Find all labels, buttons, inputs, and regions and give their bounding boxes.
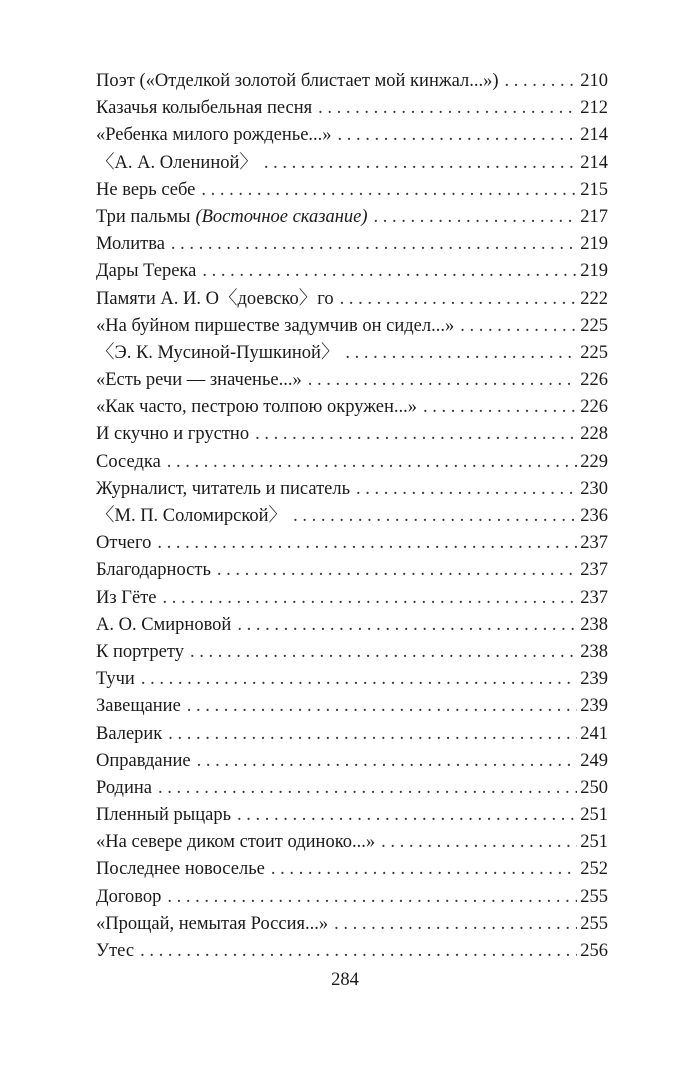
- entry-title: Тучи: [96, 669, 135, 690]
- entry-title: Родина: [96, 777, 152, 798]
- table-of-contents: [96, 68, 608, 965]
- entry-page-number: 228: [580, 424, 608, 445]
- entry-page-number: 212: [580, 98, 608, 119]
- toc-entry: [96, 449, 608, 476]
- entry-page-number: 255: [580, 913, 608, 934]
- entry-page-number: 217: [580, 206, 608, 227]
- entry-title: Договор: [96, 886, 162, 907]
- entry-title: Памяти А. И. О〈доевско〉го: [96, 288, 334, 309]
- entry-page-number: 249: [580, 750, 608, 771]
- entry-page-number: 229: [580, 451, 608, 472]
- toc-entry: [96, 286, 608, 313]
- entry-title: Молитва: [96, 234, 165, 255]
- dot-leader: [423, 394, 577, 421]
- toc-entry: [96, 748, 608, 775]
- entry-page-number: 219: [580, 261, 608, 282]
- entry-page-number: 238: [580, 641, 608, 662]
- entry-title: «На буйном пиршестве задумчив он сидел...»: [96, 315, 455, 336]
- entry-page-number: 252: [580, 859, 608, 880]
- toc-entry: [96, 557, 608, 584]
- dot-leader: [163, 585, 578, 612]
- dot-leader: [171, 231, 577, 258]
- toc-entry: [96, 911, 608, 938]
- toc-entry: [96, 503, 608, 530]
- dot-leader: [334, 911, 577, 938]
- entry-page-number: 230: [580, 478, 608, 499]
- entry-subtitle: (Восточное сказание): [195, 206, 368, 227]
- dot-leader: [141, 666, 577, 693]
- entry-title: Не верь себе: [96, 179, 196, 200]
- entry-page-number: 225: [580, 315, 608, 336]
- dot-leader: [202, 258, 577, 285]
- entry-page-number: 222: [580, 288, 608, 309]
- toc-entry: [96, 367, 608, 394]
- entry-title: К портрету: [96, 641, 184, 662]
- toc-entry: [96, 666, 608, 693]
- toc-entry: [96, 68, 608, 95]
- dot-leader: [140, 938, 577, 965]
- dot-leader: [187, 693, 577, 720]
- dot-leader: [167, 884, 577, 911]
- dot-leader: [217, 557, 577, 584]
- entry-title: 〈А. А. Олениной〉: [96, 152, 258, 173]
- entry-title: 〈М. П. Соломирской〉: [96, 506, 288, 526]
- dot-leader: [264, 150, 577, 177]
- entry-page-number: 251: [580, 832, 608, 853]
- page-number: 284: [331, 970, 359, 990]
- entry-title: «На севере диком стоит одиноко...»: [96, 832, 376, 853]
- dot-leader: [318, 95, 577, 122]
- entry-title: Из Гёте: [96, 587, 157, 608]
- dot-leader: [190, 639, 577, 666]
- entry-title: Поэт («Отделкой золотой блистает мой кинжал...»): [96, 71, 499, 91]
- entry-page-number: 210: [580, 71, 608, 91]
- entry-page-number: 214: [580, 152, 608, 173]
- entry-page-number: 238: [580, 614, 608, 635]
- entry-page-number: 256: [580, 941, 608, 961]
- dot-leader: [308, 367, 578, 394]
- toc-entry: [96, 476, 608, 503]
- entry-page-number: 225: [580, 342, 608, 363]
- toc-entry: [96, 721, 608, 748]
- toc-entry: [96, 340, 608, 367]
- entry-page-number: 226: [580, 370, 608, 391]
- entry-title: Казачья колыбельная песня: [96, 98, 313, 119]
- toc-entry: [96, 802, 608, 829]
- dot-leader: [237, 612, 577, 639]
- toc-entry: [96, 884, 608, 911]
- dot-leader: [255, 421, 577, 448]
- toc-entry: [96, 394, 608, 421]
- entry-title: Валерик: [96, 723, 163, 744]
- entry-page-number: 239: [580, 696, 608, 717]
- dot-leader: [168, 721, 577, 748]
- dot-leader: [460, 313, 577, 340]
- toc-entry: [96, 856, 608, 883]
- toc-entry: [96, 258, 608, 285]
- dot-leader: [167, 449, 577, 476]
- entry-title: Три пальмы: [96, 206, 191, 227]
- entry-page-number: 239: [580, 669, 608, 690]
- dot-leader: [356, 476, 577, 503]
- toc-entry: [96, 639, 608, 666]
- entry-title: «Есть речи — значенье...»: [96, 370, 302, 391]
- toc-entry: [96, 313, 608, 340]
- dot-leader: [505, 68, 578, 95]
- entry-title: Оправдание: [96, 750, 191, 771]
- entry-title: «Ребенка милого рожденье...»: [96, 125, 332, 146]
- dot-leader: [201, 177, 577, 204]
- entry-title: Благодарность: [96, 560, 211, 581]
- toc-entry: [96, 122, 608, 149]
- toc-entry: [96, 585, 608, 612]
- entry-title: «Прощай, немытая Россия...»: [96, 913, 329, 934]
- dot-leader: [381, 829, 577, 856]
- dot-leader: [345, 340, 577, 367]
- entry-page-number: 250: [580, 777, 608, 798]
- entry-page-number: 215: [580, 179, 608, 200]
- toc-entry: [96, 829, 608, 856]
- toc-entry: [96, 775, 608, 802]
- entry-title: И скучно и грустно: [96, 424, 250, 445]
- entry-page-number: 214: [580, 125, 608, 146]
- toc-entry: [96, 421, 608, 448]
- toc-entry: [96, 693, 608, 720]
- entry-page-number: 255: [580, 886, 608, 907]
- dot-leader: [374, 204, 578, 231]
- entry-page-number: 251: [580, 805, 608, 826]
- entry-page-number: 237: [580, 560, 608, 581]
- entry-page-number: 237: [580, 533, 608, 554]
- entry-title: 〈Э. К. Мусиной-Пушкиной〉: [96, 342, 340, 363]
- toc-entry: [96, 938, 608, 965]
- toc-entry: [96, 177, 608, 204]
- toc-entry: [96, 231, 608, 258]
- entry-title: Утес: [96, 941, 135, 961]
- entry-title: Завещание: [96, 696, 181, 717]
- entry-title: Дары Терека: [96, 261, 197, 282]
- entry-page-number: 237: [580, 587, 608, 608]
- dot-leader: [293, 503, 577, 530]
- entry-title: Пленный рыцарь: [96, 805, 232, 826]
- dot-leader: [340, 286, 578, 313]
- entry-page-number: 236: [580, 506, 608, 526]
- entry-title: Последнее новоселье: [96, 859, 265, 880]
- entry-title: «Как часто, пестрою толпою окружен...»: [96, 397, 417, 418]
- dot-leader: [157, 530, 577, 557]
- entry-title: Журналист, читатель и писатель: [96, 478, 351, 499]
- toc-entry: [96, 204, 608, 231]
- toc-entry: [96, 530, 608, 557]
- entry-page-number: 219: [580, 234, 608, 255]
- dot-leader: [338, 122, 578, 149]
- dot-leader: [237, 802, 577, 829]
- entry-title: Соседка: [96, 451, 161, 472]
- toc-entry: [96, 612, 608, 639]
- entry-page-number: 241: [580, 723, 608, 744]
- entry-title: Отчего: [96, 533, 152, 554]
- dot-leader: [271, 856, 577, 883]
- entry-title: А. О. Смирновой: [96, 614, 232, 635]
- toc-entry: [96, 150, 608, 177]
- dot-leader: [158, 775, 577, 802]
- dot-leader: [197, 748, 578, 775]
- entry-page-number: 226: [580, 397, 608, 418]
- toc-entry: [96, 95, 608, 122]
